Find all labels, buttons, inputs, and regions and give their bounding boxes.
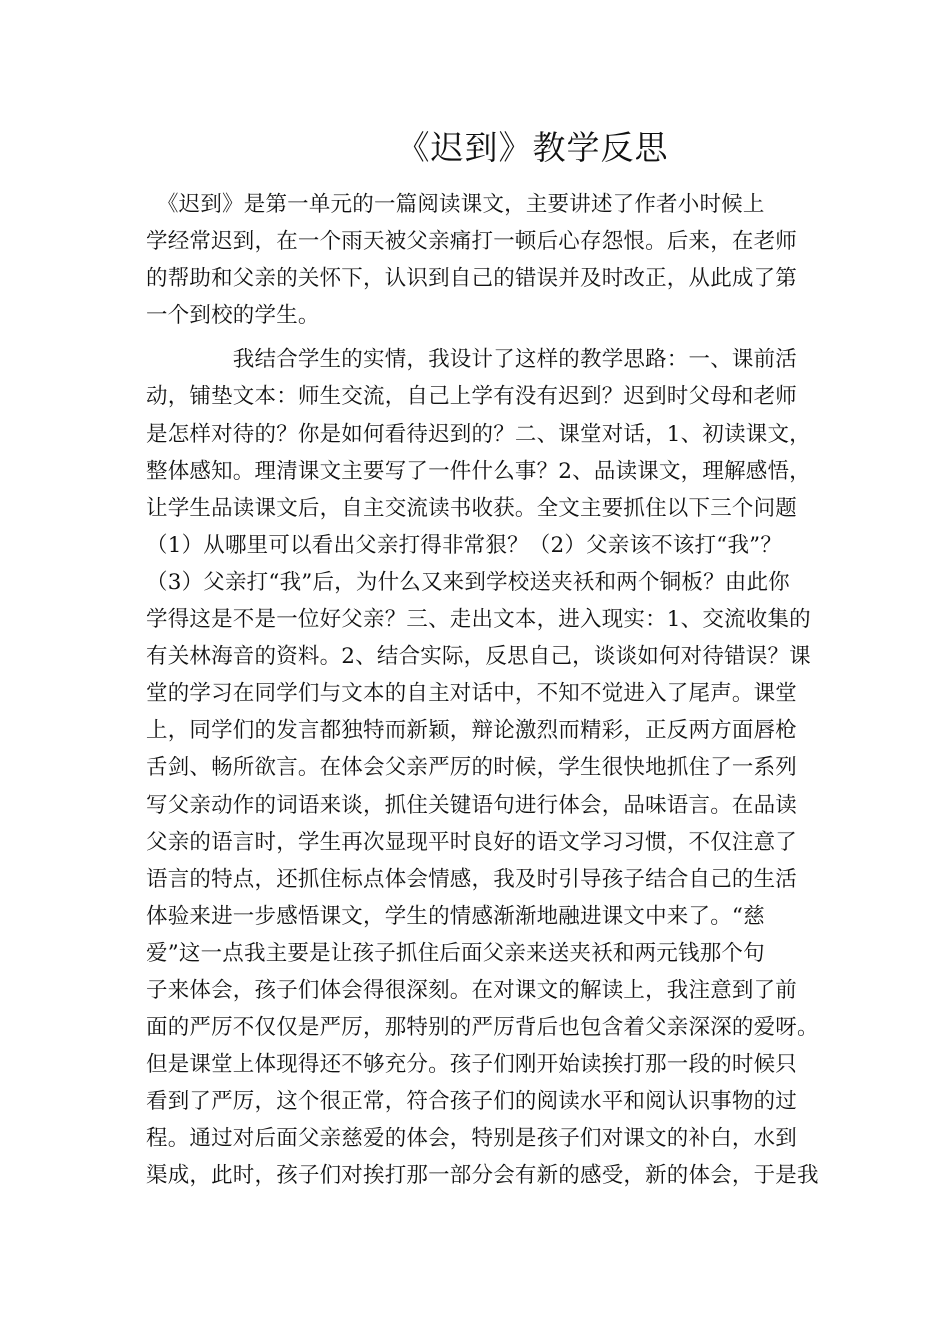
paragraph-2-line-11: 上，同学们的发言都独特而新颖，辩论激烈而精彩，正反两方面唇枪: [146, 718, 798, 744]
paragraph-1-line-4: 一个到校的学生。: [146, 303, 320, 329]
paragraph-1-line-2: 学经常迟到，在一个雨天被父亲痛打一顿后心存怨恨。后来，在老师: [146, 229, 798, 255]
document-title: 《迟到》教学反思: [396, 128, 669, 167]
paragraph-2-line-17: 爱”这一点我主要是让孩子抓住后面父亲来送夹袄和两元钱那个句: [146, 940, 765, 966]
paragraph-2-line-10: 堂的学习在同学们与文本的自主对话中，不知不觉进入了尾声。课堂: [146, 681, 798, 707]
paragraph-2-line-16: 体验来进一步感悟课文，学生的情感渐渐地融进课文中来了。“慈: [146, 903, 765, 929]
paragraph-2-line-13: 写父亲动作的词语来谈，抓住关键语句进行体会，品味语言。在品读: [146, 792, 798, 818]
paragraph-2-line-18: 子来体会，孩子们体会得很深刻。在对课文的解读上，我注意到了前: [146, 977, 798, 1003]
paragraph-1-line-3: 的帮助和父亲的关怀下，认识到自己的错误并及时改正，从此成了第: [146, 266, 798, 292]
paragraph-2-line-9: 有关林海音的资料。2、结合实际，反思自己，谈谈如何对待错误？课: [146, 644, 811, 670]
paragraph-2-line-3: 是怎样对待的？你是如何看待迟到的？二、课堂对话，1、初读课文，: [146, 421, 811, 447]
paragraph-2-line-7: （3）父亲打“我”后，为什么又来到学校送夹袄和两个铜板？由此你: [146, 569, 790, 595]
paragraph-2-line-2: 动，铺垫文本：师生交流，自己上学有没有迟到？迟到时父母和老师: [146, 384, 798, 410]
paragraph-1-line-1: 《迟到》是第一单元的一篇阅读课文，主要讲述了作者小时候上: [146, 192, 765, 217]
paragraph-2-line-20: 但是课堂上体现得还不够充分。孩子们刚开始读挨打那一段的时候只: [146, 1052, 798, 1078]
paragraph-2-line-22: 程。通过对后面父亲慈爱的体会，特别是孩子们对课文的补白，水到: [146, 1126, 798, 1152]
paragraph-2-line-19: 面的严厉不仅仅是严厉，那特别的严厉背后也包含着父亲深深的爱呀。: [146, 1015, 819, 1041]
paragraph-2-line-4: 整体感知。理清课文主要写了一件什么事？2、品读课文，理解感悟，: [146, 458, 811, 484]
paragraph-2-line-8: 学得这是不是一位好父亲？三、走出文本，进入现实：1、交流收集的: [146, 607, 811, 633]
paragraph-2-line-6: （1）从哪里可以看出父亲打得非常狠？（2）父亲该不该打“我”？: [146, 532, 783, 558]
paragraph-2-line-14: 父亲的语言时，学生再次显现平时良好的语文学习习惯，不仅注意了: [146, 829, 798, 855]
paragraph-2-line-21: 看到了严厉，这个很正常，符合孩子们的阅读水平和阅认识事物的过: [146, 1089, 798, 1115]
document-body: [146, 186, 819, 1195]
paragraph-2-line-1: 我结合学生的实情，我设计了这样的教学思路：一、课前活: [146, 347, 798, 373]
paragraph-2-line-12: 舌剑、畅所欲言。在体会父亲严厉的时候，学生很快地抓住了一系列: [146, 755, 798, 781]
paragraph-2-line-5: 让学生品读课文后，自主交流读书收获。全文主要抓住以下三个问题: [146, 495, 798, 521]
paragraph-2-line-15: 语言的特点，还抓住标点体会情感，我及时引导孩子结合自己的生活: [146, 866, 798, 892]
paragraph-gap: [146, 334, 816, 341]
paragraph-2-line-23: 渠成，此时，孩子们对挨打那一部分会有新的感受，新的体会，于是我: [146, 1163, 819, 1189]
